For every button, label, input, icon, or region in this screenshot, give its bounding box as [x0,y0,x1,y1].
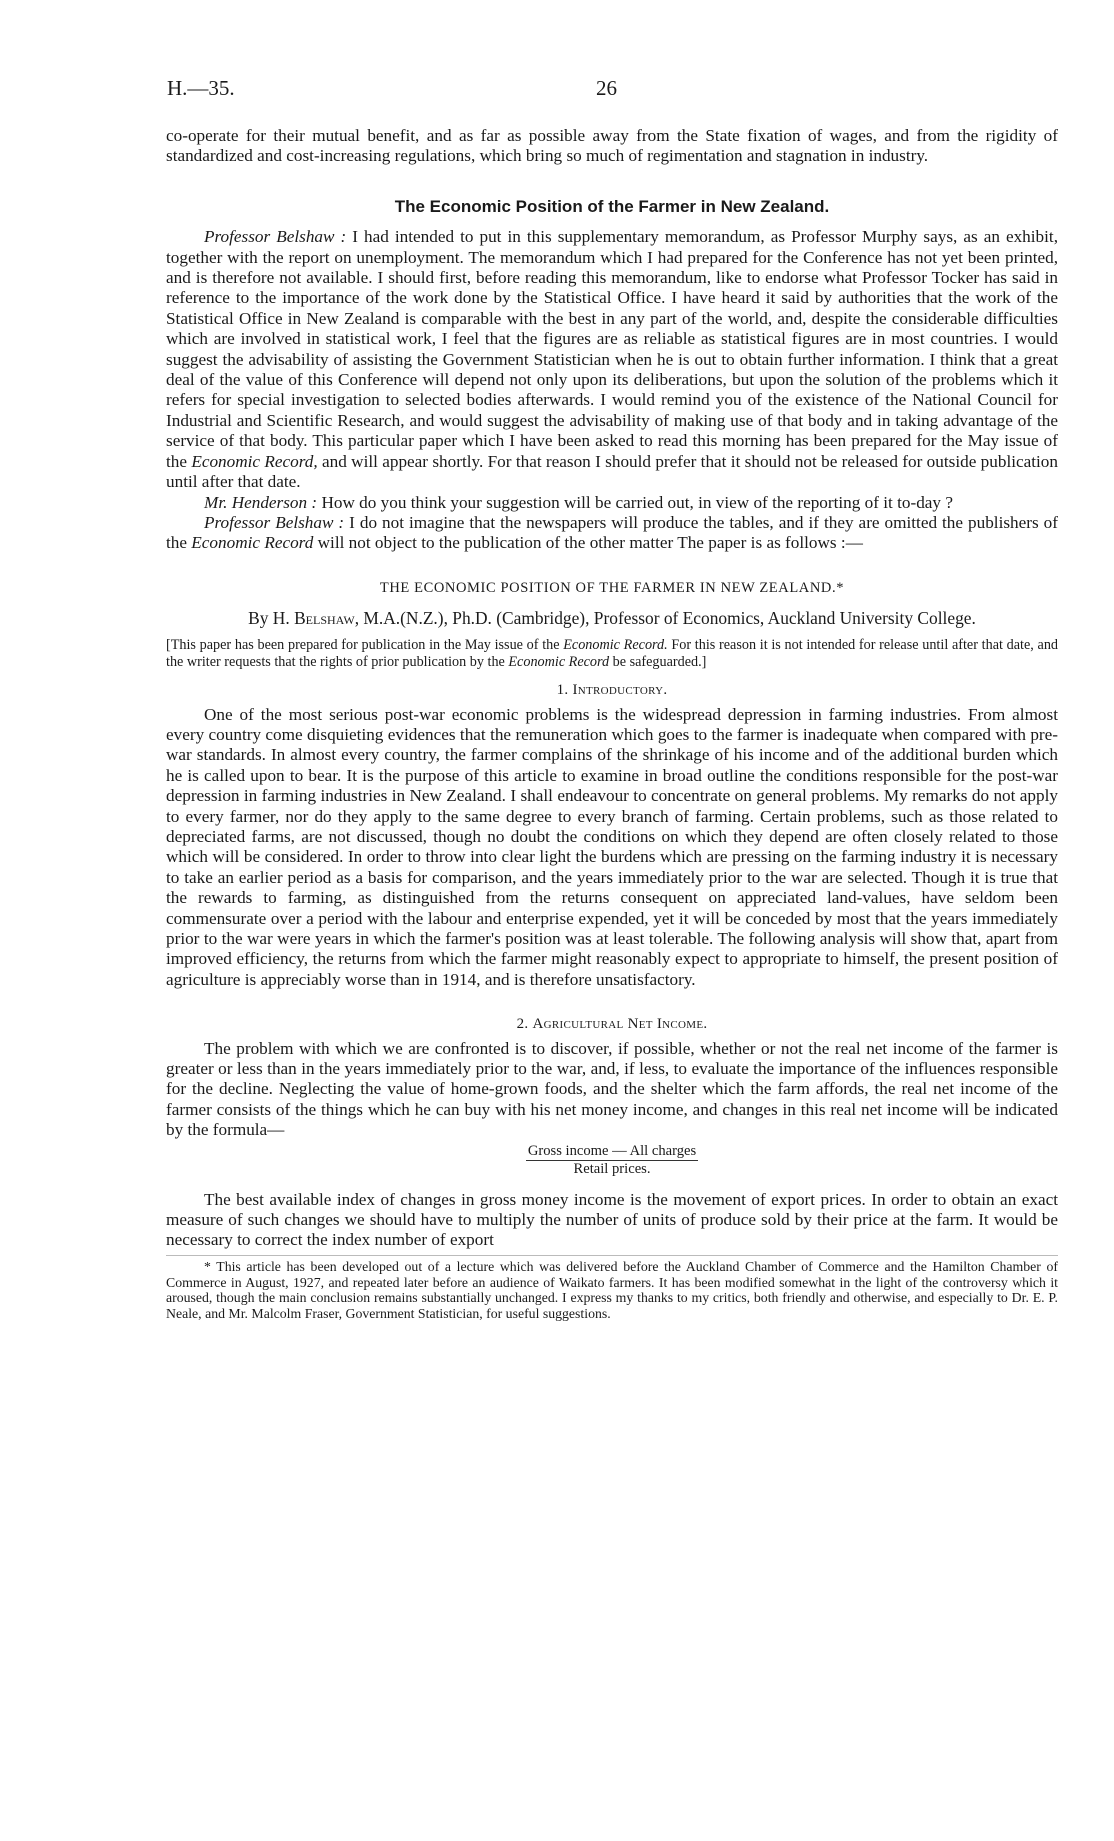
belshaw-reply-paragraph [166,513,1058,554]
net-income-paragraph: The problem with which we are confronted is to discover, if possible, whether or not the real net income of the farmer is greater or less than in the years immediately prior to the war, and, if less, to evaluate the importance of the influences responsible for the decline. Neglecting the value of home-grown foods, and the shelter which the farm affords, the real net income of the farmer consists of the things which he can buy with his net money income, and changes in this real net income will be indicated by the formula— [166,1038,1058,1140]
note-text: be safeguarded.] [609,653,707,670]
section-heading: The Economic Position of the Farmer in New Zealand. [394,196,830,216]
author-name: Belshaw [294,608,355,629]
reply-text: I do not imagine that the newspapers will produce the tables, and if they are omitted the publishers of the [166,512,1058,553]
note-italic: Economic Record [508,653,610,670]
reply-text-cont: will not object to the publication of the other matter The paper is as follows :— [313,533,863,553]
formula-denominator: Retail prices. [573,1160,651,1177]
note-text: For this reason it is not intended for release until after that date, and the writer requests that the rights of prior publication by the [166,637,1059,670]
footnote-section [166,1255,1058,1322]
article-title: THE ECONOMIC POSITION OF THE FARMER IN NEW ZEALAND.* [379,579,845,596]
formula-numerator: Gross income — All charges [527,1142,697,1159]
italic-title: Economic Record, [191,451,318,471]
speaker-name: Professor Belshaw : [204,227,347,247]
introductory-paragraph: One of the most serious post-war economic problems is the widespread depression in farming industries. From almost every country come disquieting evidences that the remuneration which goes to the farmer is inadequate when compared with pre-war standards. In almost every country, the farmer complains of the shrinkage of his income and of the additional burden which he is called upon to bear. It is the purpose of this article to examine in broad outline the conditions responsible for the post-war depression in farming industries in New Zealand. I shall endeavour to concentrate on general problems. My remarks do not apply to every farmer, nor do they apply to the same degree to every branch of farming. Certain problems, such as those related to depreciated farms, are not discussed, though no doubt the conditions on which they depend are often closely related to those which will be considered. In order to throw into clear light the burdens which are pressing on the farming industry it is necessary to take an earlier period as a basis for comparison, and the years immediately prior to the war are selected. Though it is true that the rewards to farming, as distinguished from the returns consequent on appreciated land-values, have seldom been commensurate over a period with the labour and enterprise expended, yet it will be conceded by most that the years immediately prior to the war were years in which the farmer's position was at least tolerable. The following analysis will show that, apart from improved efficiency, the returns from which the farmer might reasonably expect to appropriate to himself, the present position of agriculture is appreciably worse than in 1914, and is therefore unsatisfactory. [166,704,1058,989]
subsection-number: 2. [516,1016,533,1033]
editorial-note [166,637,1058,670]
subsection-heading-net-income [166,1014,1058,1034]
italic-title: Economic Record [191,533,314,553]
page-body [166,126,1058,1322]
document-code: H.—35. [167,76,235,100]
continuation-paragraph: co-operate for their mutual benefit, and as far as possible away from the State fixation of wages, and from the rigidity of standardized and cost-increasing regulations, which bring so much of regimentation and stagnation in industry. [166,126,1058,166]
footnote: * This article has been developed out of a lecture which was delivered before the Auckland Chamber of Commerce and the Hamilton Chamber of Commerce in August, 1927, and repeated later before an audience of Waikato farmers. It has been modified somewhat in the light of the controversy which it aroused, though the main conclusion remains substantially unchanged. I express my thanks to my critics, both friendly and otherwise, and especially to Dr. E. P. Neale, and Mr. Malcolm Fraser, Government Statistician, for useful suggestions. [166,1258,1058,1322]
question-text: How do you think your suggestion will be carried out, in view of the reporting of it to-day ? [317,492,953,512]
byline-by: By H. [248,608,295,629]
speaker-name: Professor Belshaw : [204,512,345,532]
subsection-heading-introductory [166,680,1058,700]
page-number: 26 [596,76,617,100]
henderson-question-paragraph [166,493,1058,513]
income-formula [166,1143,1058,1178]
subsection-title: Agricultural Net Income. [532,1016,708,1033]
export-prices-paragraph: The best available index of changes in gross money income is the movement of export prices. In order to obtain an exact measure of such changes we should have to multiply the number of units of produce sold by their price at the farm. It would be necessary to correct the index number of export [166,1189,1058,1250]
statement-text-cont: and will appear shortly. For that reason I should prefer that it should not be released for outside publication until after that date. [166,451,1058,492]
note-text: [This paper has been prepared for publication in the May issue of the [166,637,564,654]
speaker-name: Mr. Henderson : [204,492,318,512]
article-byline [166,608,1058,629]
subsection-title: Introductory. [572,682,668,699]
subsection-number: 1. [556,682,573,699]
note-italic: Economic Record. [563,637,668,654]
author-credentials: , M.A.(N.Z.), Ph.D. (Cambridge), Professor of Economics, Auckland University College. [354,608,976,629]
belshaw-statement-paragraph [166,227,1058,492]
statement-text: I had intended to put in this supplementary memorandum, as Professor Murphy says, as an exhibit, together with the report on unemployment. The memorandum which I had prepared for the Conference has not yet been printed, and is therefore not available. I should first, before reading this memorandum, like to endorse what Professor Tocker has said in reference to the importance of the work done by the Statistical Office. I have heard it said by authorities that the work of the Statistical Office in New Zealand is comparable with the best in any part of the world, and, despite the considerable difficulties which are involved in statistical work, I feel that the figures are as reliable as statistical figures are in most countries. I would suggest the advisability of assisting the Government Statistician when he is out to obtain further information. I think that a great deal of the value of this Conference will depend not only upon its deliberations, but upon the solution of the problems which it refers for special investigation to selected bodies afterwards. I would remind you of the existence of the National Council for Industrial and Scientific Research, and would suggest the advisability of making use of that body and in taking advantage of the service of that body. This particular paper which I have been asked to read this morning has been prepared for the May issue of the [166,227,1058,471]
